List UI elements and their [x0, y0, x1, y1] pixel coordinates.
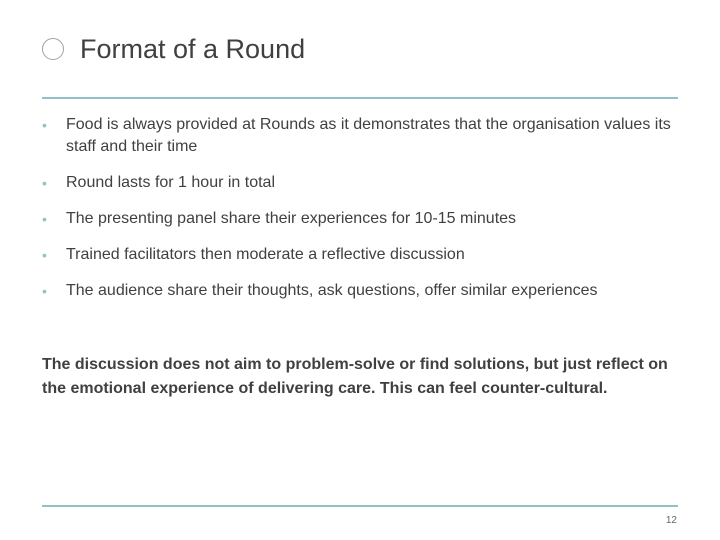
bullet-item	[42, 114, 682, 158]
bullet-dot-icon: •	[42, 175, 47, 191]
slide-title: Format of a Round	[80, 34, 306, 64]
bullet-dot-icon: •	[42, 117, 47, 133]
bullet-text: The presenting panel share their experiences for 10-15 minutes	[66, 210, 517, 227]
bullet-list	[42, 114, 682, 302]
bullet-item	[42, 208, 682, 230]
bullet-dot-icon: •	[42, 211, 47, 227]
bullet-text: Trained facilitators then moderate a reflective discussion	[66, 246, 465, 263]
bullet-item	[42, 172, 682, 194]
bullet-text: The audience share their thoughts, ask questions, offer similar experiences	[66, 282, 598, 299]
bullet-item	[42, 280, 682, 302]
bullet-text: Round lasts for 1 hour in total	[66, 174, 276, 191]
discussion-note: The discussion does not aim to problem-solve or find solutions, but just reflect on the emotional experience of delivering care. This can feel counter-cultural.	[42, 356, 668, 397]
title-divider	[42, 97, 678, 99]
footer-divider	[42, 505, 678, 507]
title-circle-icon	[42, 38, 64, 60]
bullet-dot-icon: •	[42, 247, 47, 263]
bullet-item	[42, 244, 682, 266]
bullet-text: Food is always provided at Rounds as it demonstrates that the organisation values its staff and their time	[66, 116, 671, 155]
bullet-dot-icon: •	[42, 283, 47, 299]
page-number: 12	[665, 515, 677, 526]
